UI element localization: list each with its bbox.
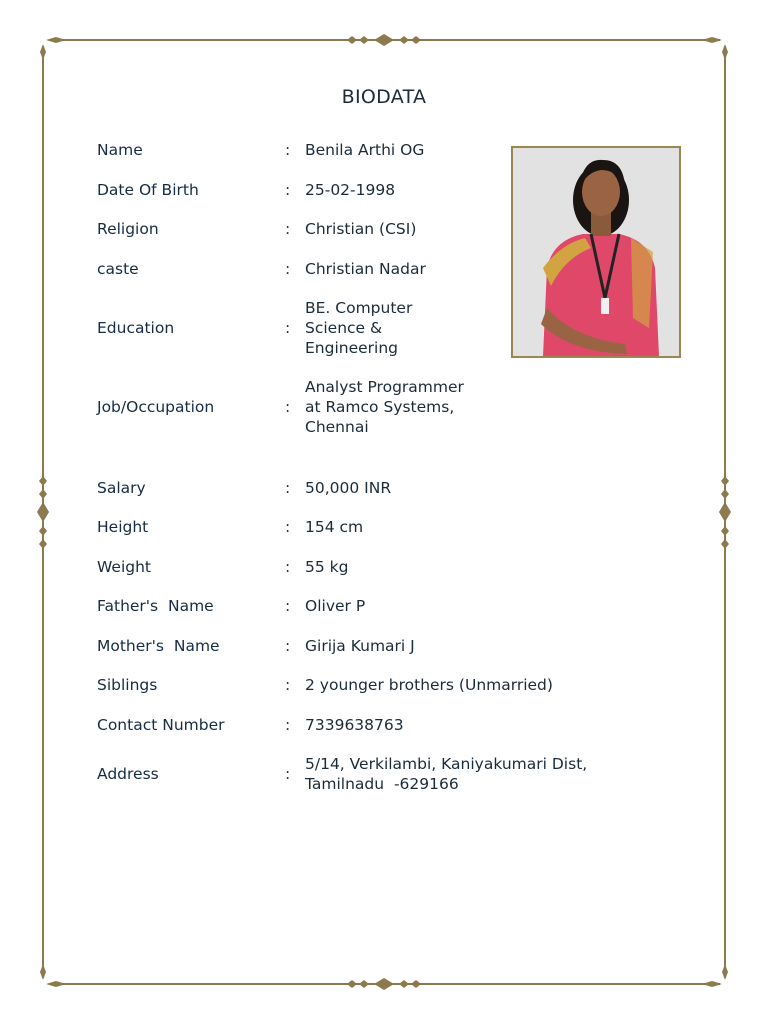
field-separator: :: [285, 479, 291, 497]
field-value: Analyst Programmer at Ramco Systems, Chennai: [305, 378, 464, 436]
field-value: Christian Nadar: [305, 260, 426, 278]
field-value: 154 cm: [305, 518, 364, 536]
field-label: Salary: [97, 479, 146, 497]
field-row-date-of-birth: [97, 180, 657, 200]
field-label: Address: [97, 765, 159, 783]
field-label: Contact Number: [97, 716, 225, 734]
field-label: Father's Name: [97, 597, 214, 615]
field-label: Height: [97, 518, 149, 536]
field-value: 55 kg: [305, 558, 349, 576]
field-value: 50,000 INR: [305, 479, 392, 497]
field-value: 25-02-1998: [305, 181, 396, 199]
field-separator: :: [285, 558, 291, 576]
field-value: 5/14, Verkilambi, Kaniyakumari Dist, Tamilnadu -629166: [305, 755, 593, 793]
field-row-fathers-name: [97, 596, 657, 616]
field-separator: :: [285, 398, 291, 416]
document-title: BIODATA: [341, 86, 427, 108]
field-value: 7339638763: [305, 716, 404, 734]
field-label: Religion: [97, 220, 159, 238]
field-row-contact-number: [97, 715, 657, 735]
field-label: Job/Occupation: [97, 398, 215, 416]
field-label: Weight: [97, 558, 152, 576]
field-row-height: [97, 517, 657, 537]
field-value: BE. Computer Science & Engineering: [305, 299, 413, 357]
field-row-name: [97, 140, 657, 160]
field-separator: :: [285, 141, 291, 159]
field-value: Oliver P: [305, 597, 366, 615]
field-label: Mother's Name: [97, 637, 220, 655]
field-separator: :: [285, 319, 291, 337]
field-separator: :: [285, 637, 291, 655]
field-label: caste: [97, 260, 139, 278]
field-separator: :: [285, 220, 291, 238]
field-row-mothers-name: [97, 636, 657, 656]
field-separator: :: [285, 597, 291, 615]
field-value: Christian (CSI): [305, 220, 417, 238]
field-separator: :: [285, 765, 291, 783]
field-value: Girija Kumari J: [305, 637, 415, 655]
field-row-education: [97, 298, 657, 358]
field-row-religion: [97, 219, 657, 239]
field-separator: :: [285, 518, 291, 536]
field-row-address: [97, 754, 657, 794]
field-separator: :: [285, 260, 291, 278]
field-row-weight: [97, 557, 657, 577]
field-label: Date Of Birth: [97, 181, 199, 199]
field-value: Benila Arthi OG: [305, 141, 425, 159]
field-row-caste: [97, 259, 657, 279]
field-separator: :: [285, 676, 291, 694]
field-separator: :: [285, 716, 291, 734]
field-label: Education: [97, 319, 175, 337]
field-row-salary: [97, 478, 657, 498]
field-row-job-occupation: [97, 377, 657, 437]
field-label: Name: [97, 141, 143, 159]
field-row-siblings: [97, 675, 657, 695]
field-separator: :: [285, 181, 291, 199]
field-label: Siblings: [97, 676, 158, 694]
field-value: 2 younger brothers (Unmarried): [305, 676, 553, 694]
